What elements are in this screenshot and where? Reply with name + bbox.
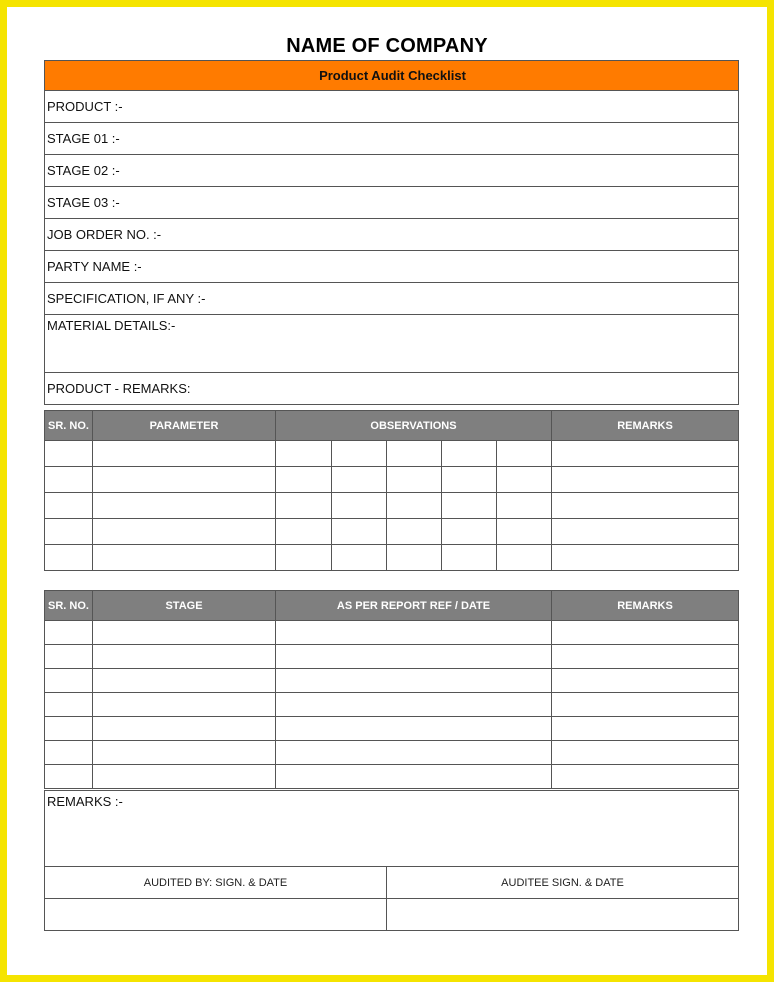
table-row bbox=[45, 621, 739, 645]
table-cell[interactable] bbox=[276, 693, 552, 717]
auditee-label: AUDITEE SIGN. & DATE bbox=[387, 867, 739, 899]
stage-body bbox=[45, 621, 739, 789]
table-cell[interactable] bbox=[552, 645, 739, 669]
audited-by-sign-cell[interactable] bbox=[45, 899, 387, 931]
table-cell[interactable] bbox=[276, 493, 332, 519]
table-cell[interactable] bbox=[332, 441, 387, 467]
table-row bbox=[45, 669, 739, 693]
signature-table bbox=[44, 866, 739, 931]
table-row bbox=[45, 693, 739, 717]
remarks-table bbox=[44, 790, 739, 867]
table-cell[interactable] bbox=[93, 693, 276, 717]
table-cell[interactable] bbox=[45, 693, 93, 717]
stage-table bbox=[44, 590, 739, 789]
table-cell[interactable] bbox=[45, 441, 93, 467]
table-cell[interactable] bbox=[497, 493, 552, 519]
table-row bbox=[45, 741, 739, 765]
field-stage-02[interactable]: STAGE 02 :- bbox=[45, 155, 739, 187]
field-party-name[interactable]: PARTY NAME :- bbox=[45, 251, 739, 283]
table-cell[interactable] bbox=[93, 717, 276, 741]
table-row bbox=[45, 519, 739, 545]
table-cell[interactable] bbox=[276, 519, 332, 545]
table-row bbox=[45, 493, 739, 519]
table-cell[interactable] bbox=[552, 669, 739, 693]
table-cell[interactable] bbox=[552, 467, 739, 493]
table-row bbox=[45, 765, 739, 789]
table-cell[interactable] bbox=[332, 467, 387, 493]
table-cell[interactable] bbox=[332, 493, 387, 519]
page bbox=[7, 7, 767, 975]
table-cell[interactable] bbox=[442, 545, 497, 571]
table-cell[interactable] bbox=[552, 519, 739, 545]
table-cell[interactable] bbox=[552, 545, 739, 571]
header-report-ref: AS PER REPORT REF / DATE bbox=[276, 591, 552, 621]
table-cell[interactable] bbox=[45, 621, 93, 645]
table-cell[interactable] bbox=[45, 741, 93, 765]
company-name: NAME OF COMPANY bbox=[286, 35, 488, 57]
table-cell[interactable] bbox=[497, 519, 552, 545]
table-cell[interactable] bbox=[552, 493, 739, 519]
header-parameter: PARAMETER bbox=[93, 411, 276, 441]
field-product[interactable]: PRODUCT :- bbox=[45, 91, 739, 123]
table-cell[interactable] bbox=[387, 493, 442, 519]
table-cell[interactable] bbox=[497, 441, 552, 467]
table-cell[interactable] bbox=[387, 545, 442, 571]
table-cell[interactable] bbox=[45, 645, 93, 669]
field-stage-03[interactable]: STAGE 03 :- bbox=[45, 187, 739, 219]
table-cell[interactable] bbox=[276, 441, 332, 467]
table-cell[interactable] bbox=[276, 741, 552, 765]
field-specification[interactable]: SPECIFICATION, IF ANY :- bbox=[45, 283, 739, 315]
table-cell[interactable] bbox=[93, 645, 276, 669]
table-cell[interactable] bbox=[45, 519, 93, 545]
table-cell[interactable] bbox=[497, 467, 552, 493]
table-cell[interactable] bbox=[552, 717, 739, 741]
table-cell[interactable] bbox=[387, 519, 442, 545]
table-cell[interactable] bbox=[552, 765, 739, 789]
table-cell[interactable] bbox=[93, 741, 276, 765]
table-cell[interactable] bbox=[552, 741, 739, 765]
header-remarks: REMARKS bbox=[552, 411, 739, 441]
table-cell[interactable] bbox=[387, 441, 442, 467]
table-cell[interactable] bbox=[93, 765, 276, 789]
table-cell[interactable] bbox=[276, 645, 552, 669]
table-cell[interactable] bbox=[93, 545, 276, 571]
table-cell[interactable] bbox=[276, 669, 552, 693]
table-cell[interactable] bbox=[93, 467, 276, 493]
field-stage-01[interactable]: STAGE 01 :- bbox=[45, 123, 739, 155]
observations-body bbox=[45, 441, 739, 571]
table-cell[interactable] bbox=[45, 467, 93, 493]
table-cell[interactable] bbox=[276, 545, 332, 571]
table-row bbox=[45, 717, 739, 741]
table-cell[interactable] bbox=[276, 621, 552, 645]
header-observations: OBSERVATIONS bbox=[276, 411, 552, 441]
table-cell[interactable] bbox=[276, 467, 332, 493]
table-cell[interactable] bbox=[45, 669, 93, 693]
header-sr-no: SR. NO. bbox=[45, 411, 93, 441]
table-cell[interactable] bbox=[552, 441, 739, 467]
table-cell[interactable] bbox=[276, 765, 552, 789]
table-cell[interactable] bbox=[442, 467, 497, 493]
auditee-sign-cell[interactable] bbox=[387, 899, 739, 931]
table-cell[interactable] bbox=[497, 545, 552, 571]
table-cell[interactable] bbox=[93, 441, 276, 467]
table-row bbox=[45, 467, 739, 493]
table-cell[interactable] bbox=[93, 519, 276, 545]
table-cell[interactable] bbox=[387, 467, 442, 493]
table-row bbox=[45, 441, 739, 467]
observations-table bbox=[44, 410, 739, 571]
table-cell[interactable] bbox=[332, 545, 387, 571]
table-cell[interactable] bbox=[45, 545, 93, 571]
info-table bbox=[44, 60, 739, 405]
table-cell[interactable] bbox=[442, 493, 497, 519]
table-cell[interactable] bbox=[552, 693, 739, 717]
table-cell[interactable] bbox=[552, 621, 739, 645]
table-cell[interactable] bbox=[442, 441, 497, 467]
header-sr-no: SR. NO. bbox=[45, 591, 93, 621]
table-row bbox=[45, 545, 739, 571]
header-remarks: REMARKS bbox=[552, 591, 739, 621]
table-cell[interactable] bbox=[93, 669, 276, 693]
table-cell[interactable] bbox=[93, 493, 276, 519]
table-row bbox=[45, 645, 739, 669]
table-cell[interactable] bbox=[332, 519, 387, 545]
table-cell[interactable] bbox=[276, 717, 552, 741]
table-cell[interactable] bbox=[45, 717, 93, 741]
remarks-field[interactable]: REMARKS :- bbox=[45, 791, 739, 867]
field-job-order-no[interactable]: JOB ORDER NO. :- bbox=[45, 219, 739, 251]
table-cell[interactable] bbox=[442, 519, 497, 545]
header-stage: STAGE bbox=[93, 591, 276, 621]
table-cell[interactable] bbox=[93, 621, 276, 645]
field-product-remarks[interactable]: PRODUCT - REMARKS: bbox=[45, 373, 739, 405]
checklist-banner: Product Audit Checklist bbox=[45, 61, 739, 91]
table-cell[interactable] bbox=[45, 765, 93, 789]
table-cell[interactable] bbox=[45, 493, 93, 519]
field-material-details[interactable]: MATERIAL DETAILS:- bbox=[45, 315, 739, 373]
audited-by-label: AUDITED BY: SIGN. & DATE bbox=[45, 867, 387, 899]
